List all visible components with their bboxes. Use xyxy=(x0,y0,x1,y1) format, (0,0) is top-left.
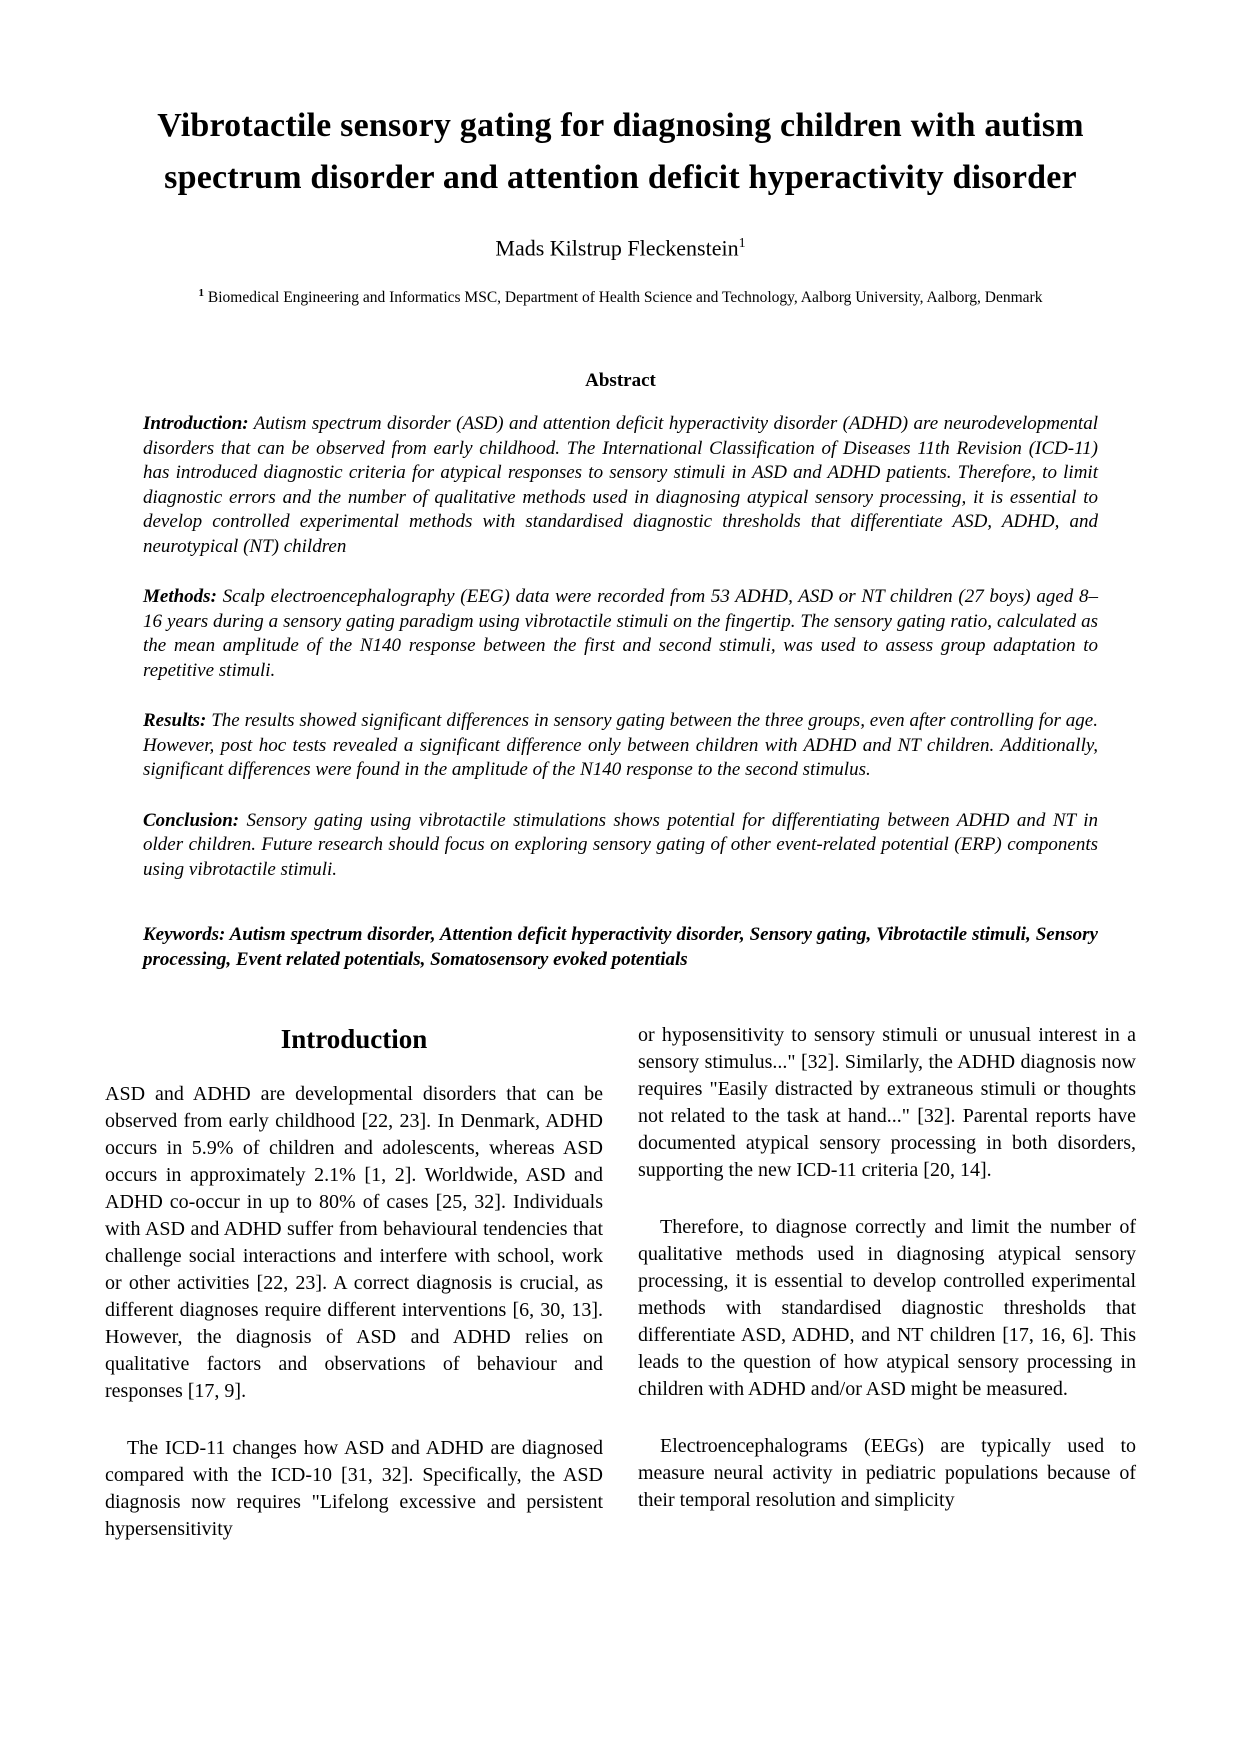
abstract-heading: Abstract xyxy=(585,370,656,392)
left-column xyxy=(105,1022,603,1543)
affiliation-text: Biomedical Engineering and Informatics MSC, Department of Health Science and Technology, Aalborg University, Aalborg, Denmark xyxy=(204,289,1043,307)
abstract-introduction-text: Autism spectrum disorder (ASD) and attention deficit hyperactivity disorder (ADHD) are neurodevelopmental disorders that can be observed from early childhood. The International Classification of Diseases 11th Revision (ICD-11) has introduced diagnostic criteria for atypical responses to sensory stimuli in ASD and ADHD patients. Therefore, to limit diagnostic errors and the number of qualitative methods used in diagnosing atypical sensory processing, it is essential to develop controlled experimental methods with standardised diagnostic thresholds that differentiate ASD, ADHD, and neurotypical (NT) children xyxy=(143,413,1098,557)
abstract-methods-text: Scalp electroencephalography (EEG) data were recorded from 53 ADHD, ASD or NT children (27 boys) aged 8–16 years during a sensory gating paradigm using vibrotactile stimuli on the fingertip. The sensory gating ratio, calculated as the mean amplitude of the N140 response between the first and second stimuli, was used to assess group adaptation to repetitive stimuli. xyxy=(143,586,1098,681)
affiliation xyxy=(100,283,1141,308)
body-paragraph: or hyposensitivity to sensory stimuli or unusual interest in a sensory stimulus..." [32]. Similarly, the ADHD diagnosis now requires "Easily distracted by extraneous stimuli or thoughts not related to the task at hand..." [32]. Parental reports have documented atypical sensory processing in both disorders, supporting the new ICD-11 criteria [20, 14]. xyxy=(638,1024,1136,1182)
abstract-methods-label: Methods: xyxy=(143,586,217,608)
abstract-conclusion-text: Sensory gating using vibrotactile stimulations shows potential for differentiating between ADHD and NT in older children. Future research should focus on exploring sensory gating of other event-related potential (ERP) components using vibrotactile stimuli. xyxy=(143,809,1098,880)
author-name: Mads Kilstrup Fleckenstein xyxy=(495,235,739,261)
paper-title: Vibrotactile sensory gating for diagnosing children with autism spectrum disorder and attention deficit hyperactivity disorder xyxy=(157,107,1084,196)
body-paragraph: The ICD-11 changes how ASD and ADHD are diagnosed compared with the ICD-10 [31, 32]. Specifically, the ASD diagnosis now requires "Lifelong excessive and persistent hypersensitivity xyxy=(105,1437,603,1541)
abstract-methods xyxy=(143,585,1098,683)
body-columns xyxy=(105,1022,1136,1543)
abstract-results xyxy=(143,709,1098,783)
keywords xyxy=(143,922,1098,972)
author-affiliation-superscript: 1 xyxy=(738,236,746,251)
keywords-text: Autism spectrum disorder, Attention deficit hyperactivity disorder, Sensory gating, Vibrotactile stimuli, Sensory processing, Event related potentials, Somatosensory evoked potentials xyxy=(143,924,1098,971)
abstract-results-label: Results: xyxy=(143,710,207,732)
abstract-introduction-label: Introduction: xyxy=(143,413,249,435)
abstract-conclusion-label: Conclusion: xyxy=(143,809,240,831)
body-paragraph: ASD and ADHD are developmental disorders that can be observed from early childhood [22, 23]. In Denmark, ADHD occurs in 5.9% of children and adolescents, whereas ASD occurs in approximately 2.1% [1, 2]. Worldwide, ASD and ADHD co-occur in up to 80% of cases [25, 32]. Individuals with ASD and ADHD suffer from behavioural tendencies that challenge social interactions and interfere with school, work or other activities [22, 23]. A correct diagnosis is crucial, as different diagnoses require different interventions [6, 30, 13]. However, the diagnosis of ASD and ADHD relies on qualitative factors and observations of behaviour and responses [17, 9]. xyxy=(105,1083,603,1403)
body-paragraph: Electroencephalograms (EEGs) are typically used to measure neural activity in pediatric populations because of their temporal resolution and simplicity xyxy=(638,1435,1136,1512)
abstract-introduction xyxy=(143,412,1098,559)
right-column xyxy=(638,1022,1136,1543)
body-paragraph: Therefore, to diagnose correctly and limit the number of qualitative methods used in diagnosing atypical sensory processing, it is essential to develop controlled experimental methods with standardised diagnostic thresholds that differentiate ASD, ADHD, and NT children [17, 16, 6]. This leads to the question of how atypical sensory processing in children with ADHD and/or ASD might be measured. xyxy=(638,1216,1136,1401)
abstract xyxy=(143,412,1098,882)
introduction-heading: Introduction xyxy=(280,1024,428,1055)
affiliation-marker: 1 xyxy=(198,287,205,300)
abstract-conclusion xyxy=(143,809,1098,883)
author-line xyxy=(0,231,1241,261)
abstract-results-text: The results showed significant differences in sensory gating between the three groups, even after controlling for age. However, post hoc tests revealed a significant difference only between children with ADHD and NT children. Additionally, significant differences were found in the amplitude of the N140 response to the second stimulus. xyxy=(143,710,1098,781)
keywords-label: Keywords: xyxy=(143,924,226,946)
